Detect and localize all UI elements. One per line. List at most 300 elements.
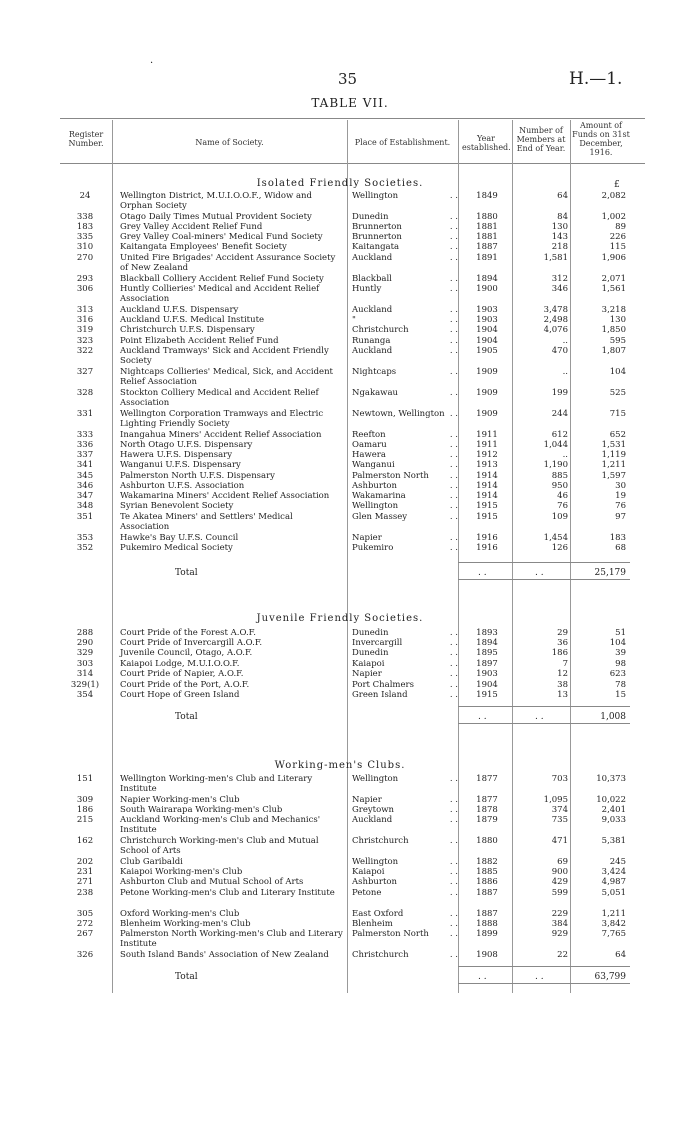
members-count: 929 [551, 929, 568, 939]
society-name: Club Garibaldi [120, 857, 183, 867]
total-funds: 1,008 [600, 712, 626, 722]
leader-dots: . . [449, 346, 458, 356]
leader-dots: . . [449, 929, 458, 939]
register-number: 270 [76, 253, 94, 263]
place-of-establishment: Wellington [352, 191, 399, 201]
register-number: 347 [76, 491, 94, 501]
place-of-establishment: Christchurch [352, 950, 409, 960]
table-row [0, 774, 700, 794]
society-name: Petone Working-men's Club and Literary Institute [120, 888, 335, 898]
members-count: 1,190 [543, 460, 568, 470]
register-number: 272 [76, 919, 94, 929]
register-number: 290 [76, 638, 94, 648]
place-of-establishment: East Oxford [352, 909, 404, 919]
register-number: 215 [76, 815, 94, 825]
register-number: 346 [76, 481, 94, 491]
society-name: Court Pride of the Port, A.O.F. [120, 680, 250, 690]
leader-dots: . . [449, 305, 458, 315]
leader-dots: . . [449, 430, 458, 440]
members-count: 4,076 [543, 325, 568, 335]
year-established: 1916 [476, 533, 498, 543]
place-of-establishment: Petone [352, 888, 382, 898]
place-of-establishment: Wellington [352, 501, 399, 511]
table-row [0, 274, 700, 284]
register-number: 345 [76, 471, 94, 481]
year-established: 1888 [476, 919, 498, 929]
leader-dots: . . [449, 315, 458, 325]
register-number: 354 [76, 690, 94, 700]
place-of-establishment: Brunnerton [352, 232, 402, 242]
society-name: Grey Valley Coal-miners' Medical Fund Society [120, 232, 323, 242]
society-name: Christchurch Working-men's Club and Mutual School of Arts [120, 836, 319, 856]
year-established: 1895 [476, 648, 498, 658]
place-of-establishment: Wellington [352, 774, 399, 784]
society-name: Grey Valley Accident Relief Fund [120, 222, 263, 232]
members-count: 1,581 [543, 253, 568, 263]
currency-symbol: £ [614, 180, 620, 190]
funds-amount: 715 [609, 409, 626, 419]
place-of-establishment: Wanganui [352, 460, 395, 470]
place-of-establishment: Newtown, Wellington [352, 409, 445, 419]
members-count: 612 [551, 430, 568, 440]
leader-dots: . . [449, 336, 458, 346]
register-number: 352 [76, 543, 94, 553]
year-established: 1913 [476, 460, 498, 470]
register-number: 329 [76, 648, 94, 658]
society-name: Auckland U.F.S. Dispensary [120, 305, 239, 315]
register-number: 331 [76, 409, 94, 419]
register-number: 231 [76, 867, 94, 877]
members-count: 429 [551, 877, 568, 887]
society-name: Huntly Collieries' Medical and Accident Relief Association [120, 284, 320, 304]
members-count: 703 [551, 774, 568, 784]
year-blank: . . [478, 712, 487, 722]
table-row [0, 929, 700, 949]
place-of-establishment: Christchurch [352, 836, 409, 846]
year-established: 1891 [476, 253, 498, 263]
leader-dots: . . [449, 867, 458, 877]
table-row [0, 430, 700, 440]
members-count: 2,498 [543, 315, 568, 325]
place-of-establishment: Napier [352, 533, 382, 543]
register-number: 238 [76, 888, 94, 898]
members-count: 599 [551, 888, 568, 898]
leader-dots: . . [449, 512, 458, 522]
funds-amount: 1,597 [601, 471, 626, 481]
register-number: 335 [76, 232, 94, 242]
table-row [0, 680, 700, 690]
members-count: 12 [557, 669, 568, 679]
society-name: Wanganui U.F.S. Dispensary [120, 460, 241, 470]
header-funds: Amount of Funds on 31st December, 1916. [572, 121, 630, 157]
funds-amount: 3,842 [601, 919, 626, 929]
year-established: 1905 [476, 346, 498, 356]
society-name: Ashburton U.F.S. Association [120, 481, 245, 491]
place-of-establishment: Brunnerton [352, 222, 402, 232]
members-count: 900 [551, 867, 568, 877]
year-established: 1914 [476, 491, 498, 501]
society-name: Wellington District, M.U.I.O.O.F., Widow and Orphan Society [120, 191, 312, 211]
year-established: 1909 [476, 409, 498, 419]
members-count: 143 [551, 232, 568, 242]
members-count: .. [562, 367, 568, 377]
register-number: 316 [76, 315, 94, 325]
leader-dots: . . [449, 450, 458, 460]
table-row [0, 950, 700, 960]
funds-amount: 226 [609, 232, 626, 242]
register-number: 319 [76, 325, 94, 335]
members-count: 384 [551, 919, 568, 929]
table-row [0, 805, 700, 815]
place-of-establishment: Kaiapoi [352, 867, 385, 877]
leader-dots: . . [449, 533, 458, 543]
leader-dots: . . [449, 440, 458, 450]
funds-amount: 245 [609, 857, 626, 867]
members-count: 199 [551, 388, 568, 398]
year-established: 1877 [476, 774, 498, 784]
table-row [0, 325, 700, 335]
members-count: 46 [557, 491, 568, 501]
table-title: TABLE VII. [311, 96, 389, 110]
funds-amount: 2,082 [601, 191, 626, 201]
society-name: Syrian Benevolent Society [120, 501, 234, 511]
funds-amount: 1,119 [601, 450, 626, 460]
funds-amount: 104 [609, 367, 626, 377]
place-of-establishment: Dunedin [352, 212, 389, 222]
header-year: Year established. [462, 134, 511, 152]
leader-dots: . . [449, 471, 458, 481]
leader-dots: . . [449, 795, 458, 805]
leader-dots: . . [449, 690, 458, 700]
year-established: 1908 [476, 950, 498, 960]
total-funds: 25,179 [594, 568, 626, 578]
place-of-establishment: Napier [352, 669, 382, 679]
place-of-establishment: Ngakawau [352, 388, 398, 398]
year-established: 1893 [476, 628, 498, 638]
register-number: 314 [76, 669, 94, 679]
funds-amount: 1,561 [601, 284, 626, 294]
members-count: 130 [551, 222, 568, 232]
year-established: 1911 [476, 430, 498, 440]
members-count: 7 [562, 659, 568, 669]
funds-amount: 1,531 [601, 440, 626, 450]
register-number: 323 [76, 336, 94, 346]
table-row [0, 501, 700, 511]
place-of-establishment: Dunedin [352, 628, 389, 638]
register-number: 202 [76, 857, 94, 867]
funds-amount: 51 [615, 628, 626, 638]
society-name: Te Akatea Miners' and Settlers' Medical Association [120, 512, 293, 532]
society-name: Court Pride of Invercargill A.O.F. [120, 638, 263, 648]
table-row [0, 857, 700, 867]
place-of-establishment: Blackball [352, 274, 392, 284]
place-of-establishment: Green Island [352, 690, 408, 700]
funds-amount: 39 [615, 648, 626, 658]
funds-amount: 1,850 [601, 325, 626, 335]
place-of-establishment: Wakamarina [352, 491, 406, 501]
society-name: Oxford Working-men's Club [120, 909, 240, 919]
members-count: 229 [551, 909, 568, 919]
society-name: Pukemiro Medical Society [120, 543, 233, 553]
society-name: Court Hope of Green Island [120, 690, 240, 700]
members-count: 735 [551, 815, 568, 825]
total-rule [458, 579, 630, 580]
table-row [0, 232, 700, 242]
register-number: 338 [76, 212, 94, 222]
register-number: 333 [76, 430, 94, 440]
register-number: 293 [76, 274, 94, 284]
year-established: 1885 [476, 867, 498, 877]
members-count: 1,454 [543, 533, 568, 543]
year-established: 1887 [476, 888, 498, 898]
funds-amount: 76 [615, 501, 626, 511]
place-of-establishment: Kaitangata [352, 242, 400, 252]
leader-dots: . . [449, 815, 458, 825]
leader-dots: . . [449, 857, 458, 867]
leader-dots: . . [449, 628, 458, 638]
year-established: 1909 [476, 367, 498, 377]
total-rule [458, 706, 630, 707]
funds-amount: 19 [615, 491, 626, 501]
table-row [0, 440, 700, 450]
funds-amount: 1,211 [601, 460, 626, 470]
register-number: 327 [76, 367, 94, 377]
register-number: 348 [76, 501, 94, 511]
members-count: 312 [551, 274, 568, 284]
total-rule [458, 562, 630, 563]
leader-dots: . . [449, 774, 458, 784]
total-funds: 63,799 [594, 972, 626, 982]
year-established: 1915 [476, 512, 498, 522]
members-count: .. [562, 336, 568, 346]
year-established: 1880 [476, 836, 498, 846]
register-number: 328 [76, 388, 94, 398]
table-row [0, 638, 700, 648]
year-established: 1879 [476, 815, 498, 825]
members-count: 29 [557, 628, 568, 638]
table-row [0, 648, 700, 658]
table-row [0, 659, 700, 669]
place-of-establishment: Palmerston North [352, 471, 429, 481]
place-of-establishment: Greytown [352, 805, 394, 815]
header-register: Register Number. [68, 130, 104, 148]
section-clubs-title: Working-men's Clubs. [274, 760, 406, 771]
year-established: 1897 [476, 659, 498, 669]
society-name: Stockton Colliery Medical and Accident Relief Association [120, 388, 319, 408]
place-of-establishment: Kaiapoi [352, 659, 385, 669]
register-number: 313 [76, 305, 94, 315]
year-established: 1880 [476, 212, 498, 222]
register-number: 329(1) [70, 680, 100, 690]
table-row [0, 669, 700, 679]
year-established: 1903 [476, 669, 498, 679]
register-number: 271 [76, 877, 94, 887]
place-of-establishment: Ashburton [352, 481, 397, 491]
funds-amount: 10,373 [596, 774, 626, 784]
table-row [0, 919, 700, 929]
society-name: Kaiapoi Lodge, M.U.I.O.O.F. [120, 659, 240, 669]
table-row [0, 815, 700, 835]
year-established: 1894 [476, 638, 498, 648]
table-row [0, 346, 700, 366]
register-number: 310 [76, 242, 94, 252]
members-blank: . . [535, 972, 544, 982]
leader-dots: . . [449, 284, 458, 294]
place-of-establishment: Nightcaps [352, 367, 397, 377]
leader-dots: . . [449, 242, 458, 252]
funds-amount: 64 [615, 950, 626, 960]
register-number: 303 [76, 659, 94, 669]
table-row [0, 836, 700, 856]
society-name: Hawke's Bay U.F.S. Council [120, 533, 239, 543]
members-count: 36 [557, 638, 568, 648]
society-name: Wellington Working-men's Club and Literary Institute [120, 774, 313, 794]
leader-dots: . . [449, 669, 458, 679]
leader-dots: . . [449, 191, 458, 201]
society-name: Ashburton Club and Mutual School of Arts [120, 877, 304, 887]
members-count: 950 [551, 481, 568, 491]
members-blank: . . [535, 568, 544, 578]
header-name: Name of Society. [195, 138, 264, 147]
header-bottom-rule [60, 163, 645, 164]
year-established: 1887 [476, 242, 498, 252]
document-reference: H.—1. [569, 69, 623, 89]
leader-dots: . . [449, 253, 458, 263]
place-of-establishment: Hawera [352, 450, 386, 460]
place-of-establishment: Port Chalmers [352, 680, 414, 690]
members-count: 126 [551, 543, 568, 553]
total-rule [458, 966, 630, 967]
leader-dots: . . [449, 836, 458, 846]
society-name: Court Pride of the Forest A.O.F. [120, 628, 256, 638]
society-name: Kaiapoi Working-men's Club [120, 867, 243, 877]
year-established: 1903 [476, 315, 498, 325]
place-of-establishment: Glen Massey [352, 512, 408, 522]
table-row [0, 191, 700, 211]
society-name: Point Elizabeth Accident Relief Fund [120, 336, 279, 346]
society-name: Inangahua Miners' Accident Relief Association [120, 430, 322, 440]
register-number: 341 [76, 460, 94, 470]
funds-amount: 652 [609, 430, 626, 440]
total-label: Total [175, 712, 198, 722]
leader-dots: . . [449, 325, 458, 335]
society-name: Blackball Colliery Accident Relief Fund Society [120, 274, 324, 284]
table-row [0, 460, 700, 470]
register-number: 353 [76, 533, 94, 543]
section-juvenile-title: Juvenile Friendly Societies. [256, 613, 424, 624]
leader-dots: . . [449, 491, 458, 501]
place-of-establishment: Auckland [352, 253, 393, 263]
funds-amount: 68 [615, 543, 626, 553]
members-count: .. [562, 450, 568, 460]
table-row [0, 888, 700, 898]
funds-amount: 3,424 [601, 867, 626, 877]
year-established: 1878 [476, 805, 498, 815]
total-label: Total [175, 568, 198, 578]
place-of-establishment: Wellington [352, 857, 399, 867]
total-rule [458, 723, 630, 724]
leader-dots: . . [449, 805, 458, 815]
leader-dots: . . [449, 274, 458, 284]
leader-dots: . . [449, 659, 458, 669]
year-established: 1881 [476, 232, 498, 242]
leader-dots: . . [449, 877, 458, 887]
register-number: 322 [76, 346, 94, 356]
year-established: 1881 [476, 222, 498, 232]
year-established: 1849 [476, 191, 498, 201]
year-established: 1909 [476, 388, 498, 398]
members-count: 69 [557, 857, 568, 867]
funds-amount: 97 [615, 512, 626, 522]
table-row [0, 388, 700, 408]
register-number: 186 [76, 805, 94, 815]
leader-dots: . . [449, 232, 458, 242]
year-established: 1900 [476, 284, 498, 294]
members-count: 346 [551, 284, 568, 294]
funds-amount: 3,218 [601, 305, 626, 315]
funds-amount: 30 [615, 481, 626, 491]
society-name: Wakamarina Miners' Accident Relief Association [120, 491, 330, 501]
place-of-establishment: Oamaru [352, 440, 387, 450]
leader-dots: . . [449, 222, 458, 232]
funds-amount: 4,987 [601, 877, 626, 887]
funds-amount: 9,033 [601, 815, 626, 825]
register-number: 309 [76, 795, 94, 805]
members-count: 64 [557, 191, 568, 201]
leader-dots: . . [449, 680, 458, 690]
society-name: Palmerston North U.F.S. Dispensary [120, 471, 275, 481]
leader-dots: . . [449, 909, 458, 919]
members-count: 22 [557, 950, 568, 960]
place-of-establishment: Auckland [352, 346, 393, 356]
funds-amount: 15 [615, 690, 626, 700]
table-row [0, 628, 700, 638]
table-row [0, 222, 700, 232]
table-row [0, 315, 700, 325]
funds-amount: 2,071 [601, 274, 626, 284]
place-of-establishment: " [352, 315, 356, 325]
society-name: Auckland Working-men's Club and Mechanics' Institute [120, 815, 321, 835]
funds-amount: 623 [609, 669, 626, 679]
year-established: 1886 [476, 877, 498, 887]
society-name: Napier Working-men's Club [120, 795, 240, 805]
leader-dots: . . [449, 648, 458, 658]
table-row [0, 481, 700, 491]
society-name: Juvenile Council, Otago, A.O.F. [120, 648, 253, 658]
place-of-establishment: Auckland [352, 305, 393, 315]
table-row [0, 877, 700, 887]
place-of-establishment: Runanga [352, 336, 391, 346]
table-row [0, 533, 700, 543]
register-number: 24 [79, 191, 91, 201]
page-number: 35 [338, 70, 358, 88]
register-number: 326 [76, 950, 94, 960]
funds-amount: 98 [615, 659, 626, 669]
members-count: 109 [551, 512, 568, 522]
members-count: 470 [551, 346, 568, 356]
funds-amount: 89 [615, 222, 626, 232]
table-row [0, 795, 700, 805]
table-row [0, 367, 700, 387]
place-of-establishment: Ashburton [352, 877, 397, 887]
table-row [0, 212, 700, 222]
society-name: North Otago U.F.S. Dispensary [120, 440, 253, 450]
place-of-establishment: Blenheim [352, 919, 393, 929]
society-name: Blenheim Working-men's Club [120, 919, 251, 929]
funds-amount: 1,211 [601, 909, 626, 919]
society-name: South Wairarapa Working-men's Club [120, 805, 283, 815]
year-established: 1903 [476, 305, 498, 315]
